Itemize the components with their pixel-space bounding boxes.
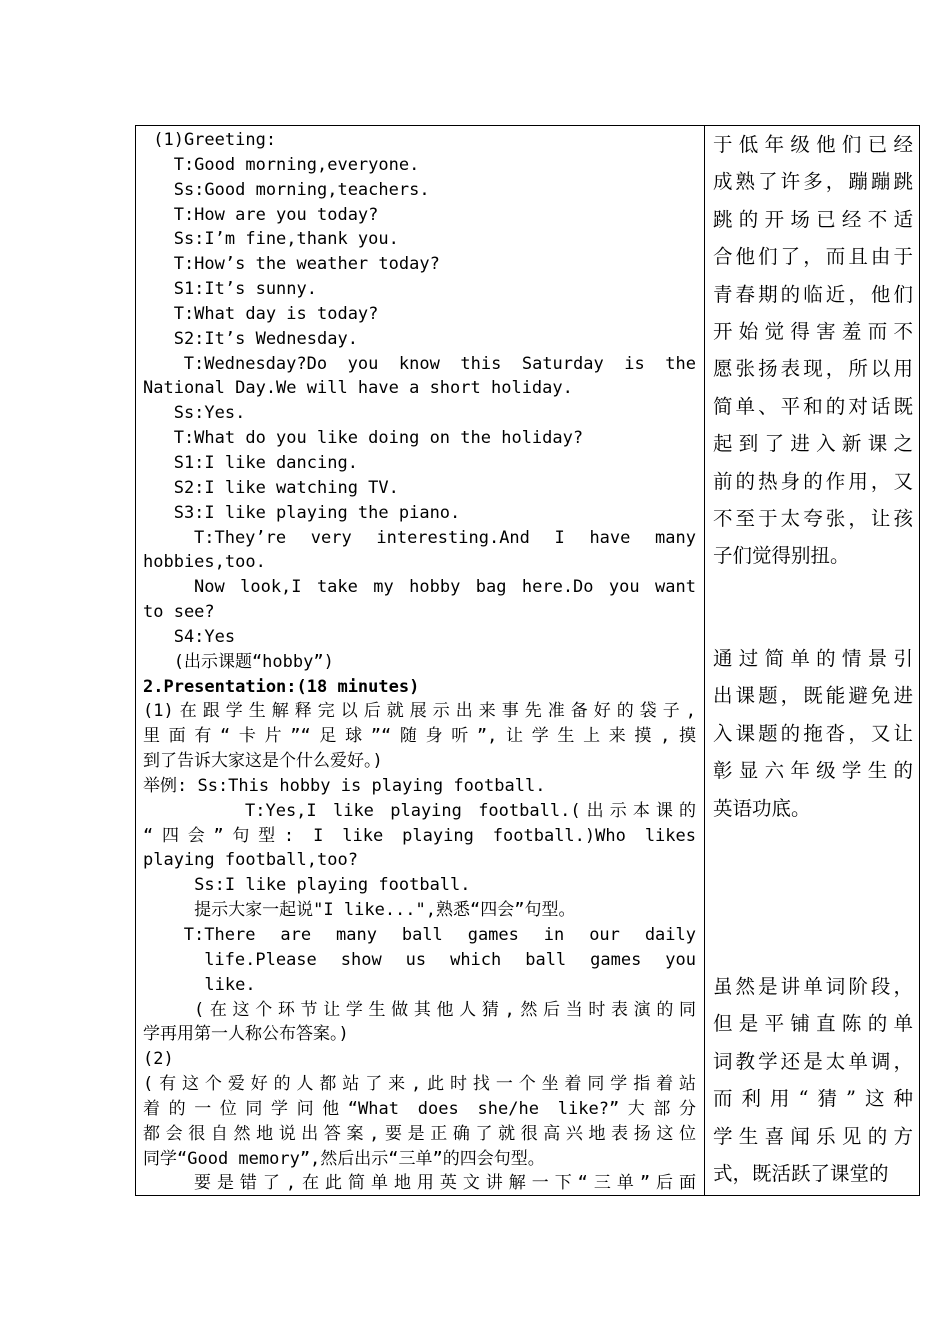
text-line: playing football,too? [143, 850, 358, 871]
text-line: 到了告诉大家这是个什么爱好。) [143, 751, 383, 772]
note-line: 通过简单的情景引 [713, 647, 913, 670]
note-line: 英语功底。 [713, 796, 811, 820]
text-line: S1:I like dancing. [143, 452, 358, 473]
text-line: T:Wednesday?Do you know this Saturday is the [183, 353, 696, 374]
note-line: 跳的开场已经不适 [713, 207, 913, 231]
note-line: 起到了进入新课之 [713, 432, 913, 456]
text-line: 举例: Ss:This hobby is playing football. [143, 775, 546, 796]
text-line: S2:It’s Wednesday. [143, 328, 358, 349]
text-line: (1)Greeting: [143, 130, 277, 150]
text-line: T:What day is today? [143, 303, 379, 324]
note-line: 开始觉得害羞而不 [713, 319, 913, 343]
text-line: S4:Yes [143, 626, 236, 647]
text-line: 提示大家一起说"I like...",熟悉“四会”句型。 [143, 900, 576, 921]
note-line: 于低年级他们已经 [713, 133, 913, 156]
text-line: 学再用第一人称公布答案。) [143, 1024, 349, 1045]
note-line: 成熟了许多，蹦蹦跳 [713, 170, 913, 194]
design-note-block [713, 968, 913, 1192]
note-line: 不至于太夸张，让孩 [713, 506, 913, 530]
note-line: 学生喜闻乐见的方 [713, 1124, 913, 1148]
text-line: (1)在跟学生解释完以后就展示出来事先准备好的袋子, [143, 701, 696, 722]
text-line: “四会”句型: I like playing football.)Who likes [143, 825, 696, 846]
text-line: 同学“Good memory”,然后出示“三单”的四会句型。 [143, 1148, 545, 1169]
note-line: 而利用“猜”这种 [713, 1087, 913, 1111]
text-line: like. [143, 974, 256, 995]
note-line: 入课题的拖沓，又让 [713, 721, 913, 745]
text-line: 都会很自然地说出答案,要是正确了就很高兴地表扬这位 [143, 1123, 696, 1144]
text-line: Now look,I take my hobby bag here.Do you want [194, 577, 696, 598]
note-line: 彰显六年级学生的 [713, 759, 913, 783]
note-line: 但是平铺直陈的单 [713, 1012, 913, 1036]
note-line: 虽然是讲单词阶段， [713, 975, 913, 998]
text-line: (有这个爱好的人都站了来,此时找一个坐着同学指着站 [143, 1074, 696, 1095]
text-line: S3:I like playing the piano. [143, 502, 461, 523]
teaching-process-column [143, 128, 696, 1196]
text-line: S1:It’s sunny. [143, 279, 317, 300]
text-line: T:How’s the weather today? [143, 254, 440, 275]
text-line: (出示课题“hobby”) [143, 651, 334, 672]
lesson-plan-table [135, 125, 920, 1196]
text-line: to see? [143, 602, 215, 623]
note-line: 愿张扬表现，所以用 [713, 357, 913, 381]
text-line: 要是错了,在此简单地用英文讲解一下“三单”后面 [194, 1173, 696, 1194]
text-line: National Day.We will have a short holiday. [143, 378, 573, 399]
text-line: 2.Presentation:(18 minutes) [143, 676, 420, 697]
text-line: T:What do you like doing on the holiday? [143, 428, 584, 449]
note-line: 出课题，既能避免进 [713, 684, 913, 708]
text-line: T:How are you today? [143, 204, 379, 225]
note-line: 式，既活跃了课堂的 [713, 1161, 889, 1185]
text-line: Ss:I’m fine,thank you. [143, 229, 399, 250]
note-line: 合他们了，而且由于 [713, 245, 913, 269]
text-line: T:Yes,I like playing football.(出示本课的 [245, 800, 696, 821]
text-line: T:They’re very interesting.And I have many [194, 527, 696, 548]
note-line: 青春期的临近，他们 [713, 282, 913, 306]
text-line: (2) [143, 1049, 174, 1070]
note-line: 前的热身的作用，又 [713, 469, 913, 493]
text-line: (在这个环节让学生做其他人猜,然后当时表演的同 [194, 999, 696, 1020]
text-line: Ss:Yes. [143, 403, 246, 424]
note-line: 简单、平和的对话既 [713, 394, 913, 418]
design-note-block [713, 640, 913, 827]
text-line: T:There are many ball games in our daily [183, 925, 696, 945]
text-line: S2:I like watching TV. [143, 477, 399, 498]
column-divider [704, 126, 705, 1195]
text-line: hobbies,too. [143, 552, 266, 573]
text-line: 着的一位同学问他“What does she/he like?”大部分 [143, 1098, 696, 1119]
note-line: 词教学还是太单调， [713, 1049, 913, 1073]
text-line: life.Please show us which ball games you [204, 949, 696, 970]
note-line: 子们觉得别扭。 [713, 544, 850, 568]
text-line: Ss:I like playing football. [143, 875, 471, 896]
design-note-block [713, 126, 913, 575]
text-line: Ss:Good morning,teachers. [143, 179, 430, 200]
text-line: T:Good morning,everyone. [143, 154, 420, 175]
text-line: 里面有“卡片”“足球”“随身听”,让学生上来摸,摸 [143, 726, 696, 747]
